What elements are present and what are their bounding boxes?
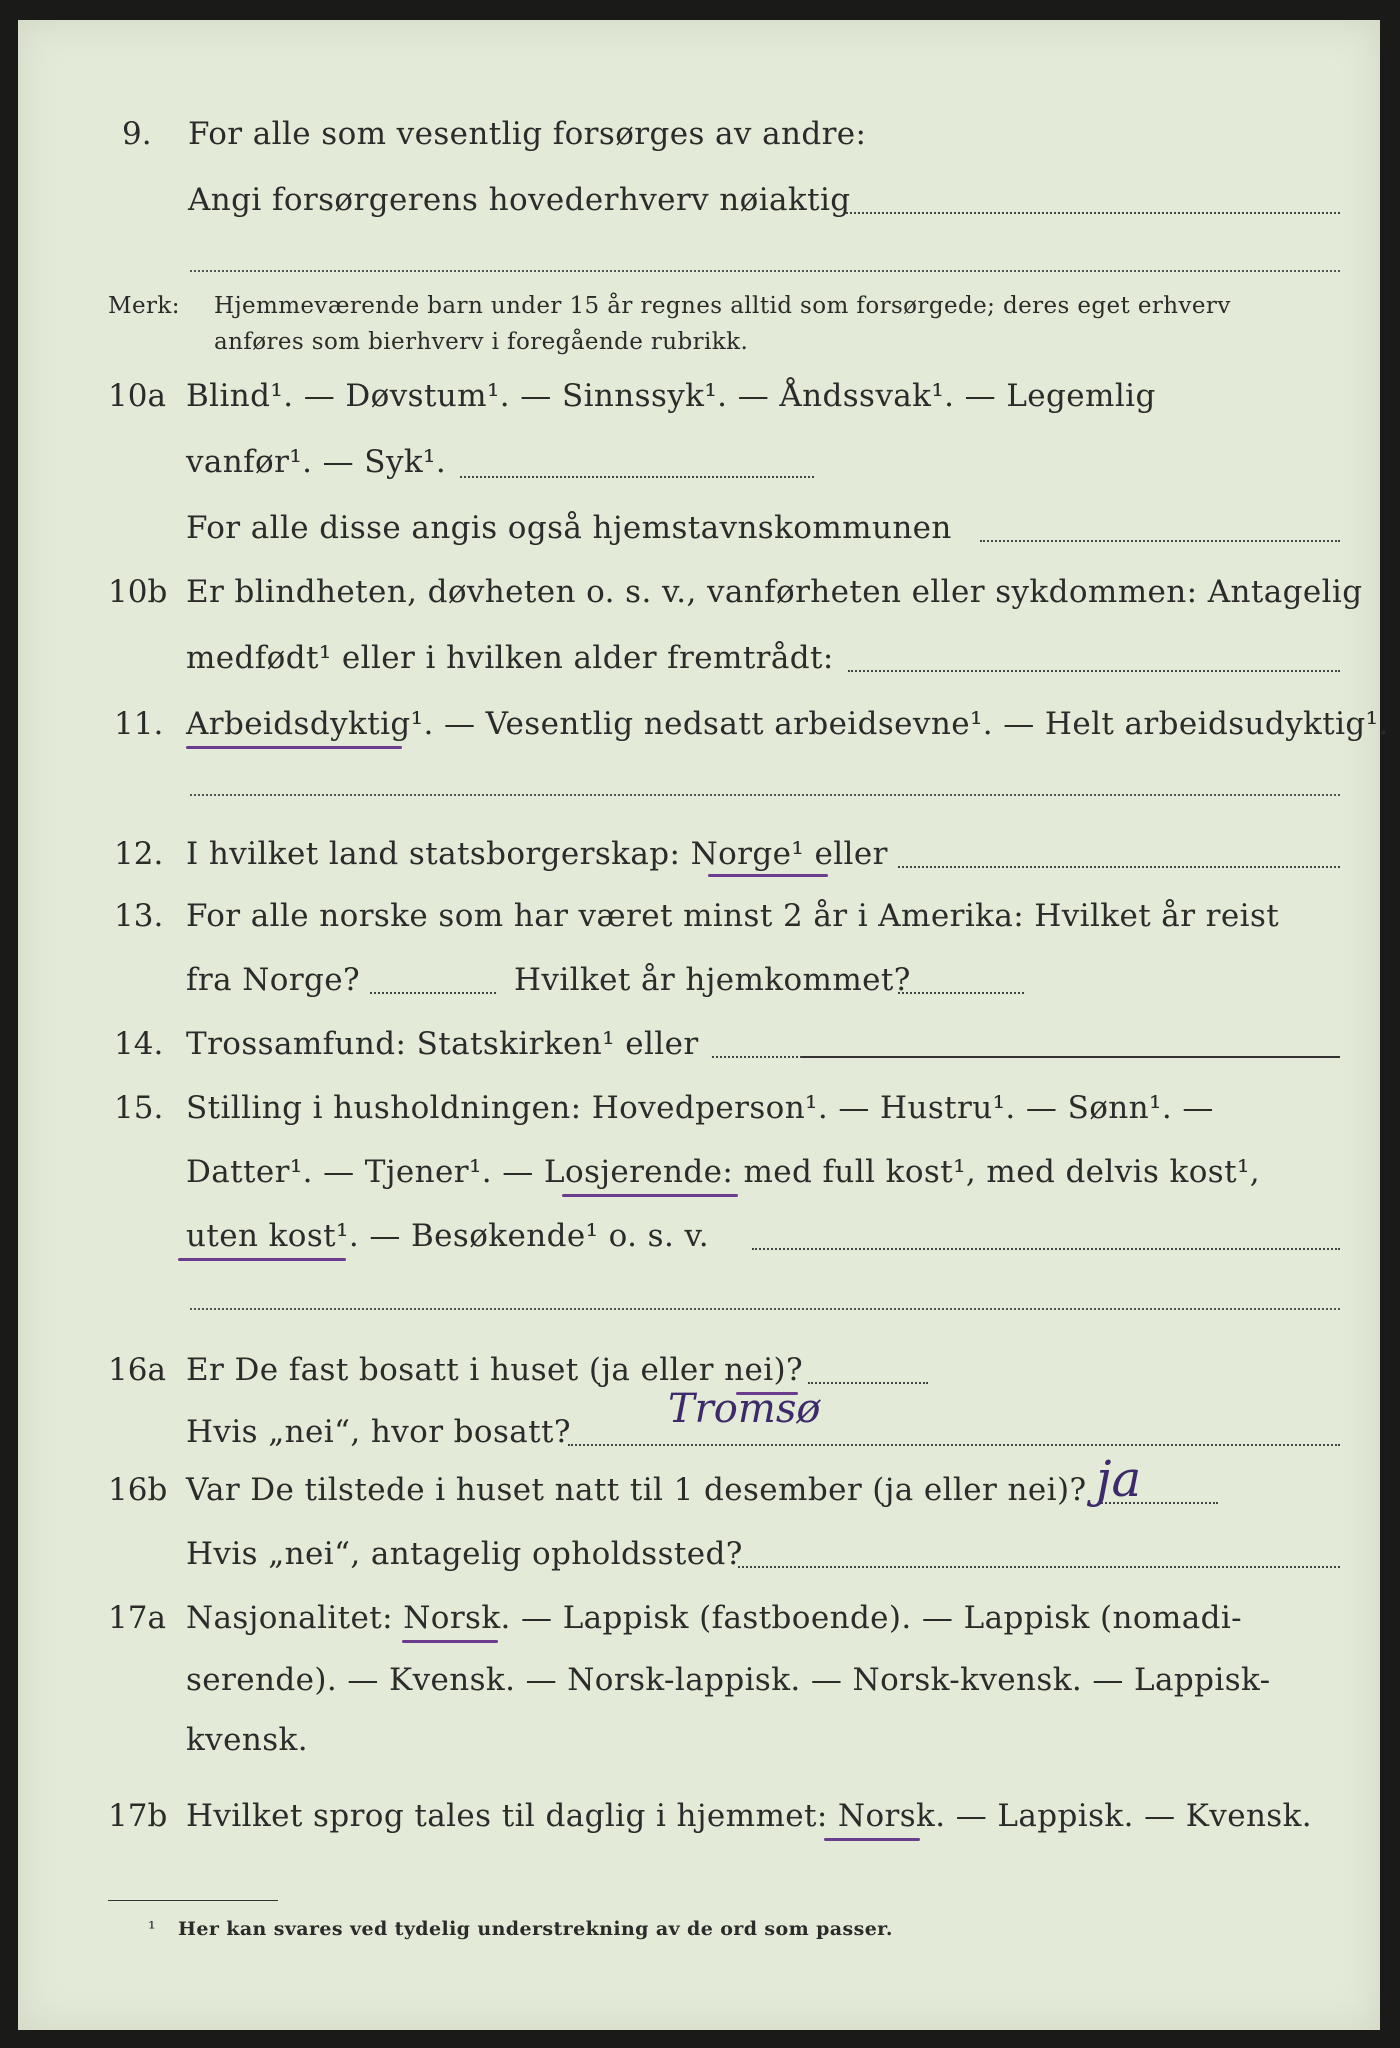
q10b-number: 10b	[108, 574, 168, 610]
q17a-line3: kvensk.	[186, 1722, 308, 1758]
q16b-opholdssted-line[interactable]	[738, 1566, 1340, 1568]
q14-answer-line-solid[interactable]	[802, 1056, 1340, 1058]
q17a-line1: Nasjonalitet: Norsk. — Lappisk (fastboende). — Lappisk (nomadi-	[186, 1600, 1243, 1636]
q13-line2a: fra Norge?	[186, 962, 361, 998]
q10b-line2: medfødt¹ eller i hvilken alder fremtrådt:	[186, 640, 834, 676]
q15-line1: Stilling i husholdningen: Hovedperson¹. — Hustru¹. — Sønn¹. —	[186, 1090, 1214, 1126]
q15-number: 15.	[114, 1090, 164, 1126]
q10a-number: 10a	[108, 378, 166, 414]
footnote-mark: ¹	[148, 1918, 157, 1940]
q11-number: 11.	[114, 706, 164, 742]
q11-answer-line[interactable]	[190, 794, 1340, 796]
q10a-line3: For alle disse angis også hjemstavnskommunen	[186, 510, 952, 546]
q17a-norsk-underline	[402, 1640, 498, 1643]
q17a-line2: serende). — Kvensk. — Norsk-lappisk. — Norsk-kvensk. — Lappisk-	[186, 1662, 1271, 1698]
footnote-rule	[108, 1900, 278, 1901]
q15-answer-line[interactable]	[752, 1248, 1340, 1250]
footnote-text: Her kan svares ved tydelig understrekning av de ord som passer.	[178, 1918, 893, 1940]
q14-number: 14.	[114, 1026, 164, 1062]
merk-label: Merk:	[108, 293, 180, 319]
q15-losjerende-underline	[562, 1194, 738, 1197]
q16a-line2: Hvis „nei“, hvor bosatt?	[186, 1414, 571, 1450]
q11-line1: Arbeidsdyktig¹. — Vesentlig nedsatt arbeidsevne¹. — Helt arbeidsudyktig¹.	[186, 706, 1389, 742]
q17b-line1: Hvilket sprog tales til daglig i hjemmet: Norsk. — Lappisk. — Kvensk.	[186, 1798, 1313, 1834]
q15-uten-kost-underline	[178, 1258, 346, 1261]
q16a-answer-line[interactable]	[808, 1382, 928, 1384]
q17a-number: 17a	[108, 1600, 166, 1636]
q9-answer-line-2[interactable]	[190, 270, 1340, 272]
q12-number: 12.	[114, 836, 164, 872]
q12-line1: I hvilket land statsborgerskap: Norge¹ eller	[186, 836, 888, 872]
q10a-syk-line[interactable]	[460, 476, 814, 478]
q9-line1: For alle som vesentlig forsørges av andre:	[188, 116, 867, 152]
q16b-number: 16b	[108, 1472, 168, 1508]
q16b-line2: Hvis „nei“, antagelig opholdssted?	[186, 1536, 743, 1572]
q12-norge-underline	[708, 874, 828, 877]
q13-line2b: Hvilket år hjemkommet?	[514, 962, 911, 998]
q16b-handwritten-answer: ja	[1096, 1450, 1142, 1508]
q14-answer-line[interactable]	[712, 1056, 802, 1058]
q10b-line1: Er blindheten, døvheten o. s. v., vanførheten eller sykdommen: Antagelig	[186, 574, 1363, 610]
q13-reist-line[interactable]	[370, 992, 496, 994]
q16a-bosatt-line[interactable]	[568, 1444, 1340, 1446]
q10a-hjemstavn-line[interactable]	[980, 540, 1340, 542]
census-form-page	[18, 20, 1389, 2030]
q16a-line1: Er De fast bosatt i huset (ja eller nei)?	[186, 1352, 804, 1388]
q16a-handwritten-answer: Tromsø	[668, 1386, 821, 1432]
q16b-line1: Var De tilstede i huset natt til 1 desember (ja eller nei)?	[186, 1472, 1087, 1508]
q9-answer-line[interactable]	[846, 212, 1340, 214]
q9-number: 9.	[122, 116, 152, 152]
q14-line1: Trossamfund: Statskirken¹ eller	[186, 1026, 699, 1062]
q16a-number: 16a	[108, 1352, 166, 1388]
q13-number: 13.	[114, 898, 164, 934]
q15-line3: uten kost¹. — Besøkende¹ o. s. v.	[186, 1218, 709, 1254]
q13-line1: For alle norske som har været minst 2 år i Amerika: Hvilket år reist	[186, 898, 1280, 934]
q10b-answer-line[interactable]	[848, 670, 1340, 672]
q17b-norsk-underline	[824, 1838, 920, 1841]
q15-answer-line-2[interactable]	[190, 1308, 1340, 1310]
merk-line2: anføres som bierhverv i foregående rubrikk.	[214, 329, 749, 355]
q12-answer-line[interactable]	[898, 866, 1340, 868]
q10a-line1: Blind¹. — Døvstum¹. — Sinnssyk¹. — Åndssvak¹. — Legemlig	[186, 378, 1156, 414]
q13-hjemkommet-line[interactable]	[898, 992, 1024, 994]
q10a-line2: vanfør¹. — Syk¹.	[186, 444, 447, 480]
q9-line2: Angi forsørgerens hovederhverv nøiaktig	[188, 182, 851, 218]
merk-line1: Hjemmeværende barn under 15 år regnes alltid som forsørgede; deres eget erhverv	[214, 293, 1231, 319]
q17b-number: 17b	[108, 1798, 168, 1834]
q15-line2: Datter¹. — Tjener¹. — Losjerende: med full kost¹, med delvis kost¹,	[186, 1154, 1261, 1190]
q11-arbeidsdyktig-underline	[186, 746, 402, 749]
